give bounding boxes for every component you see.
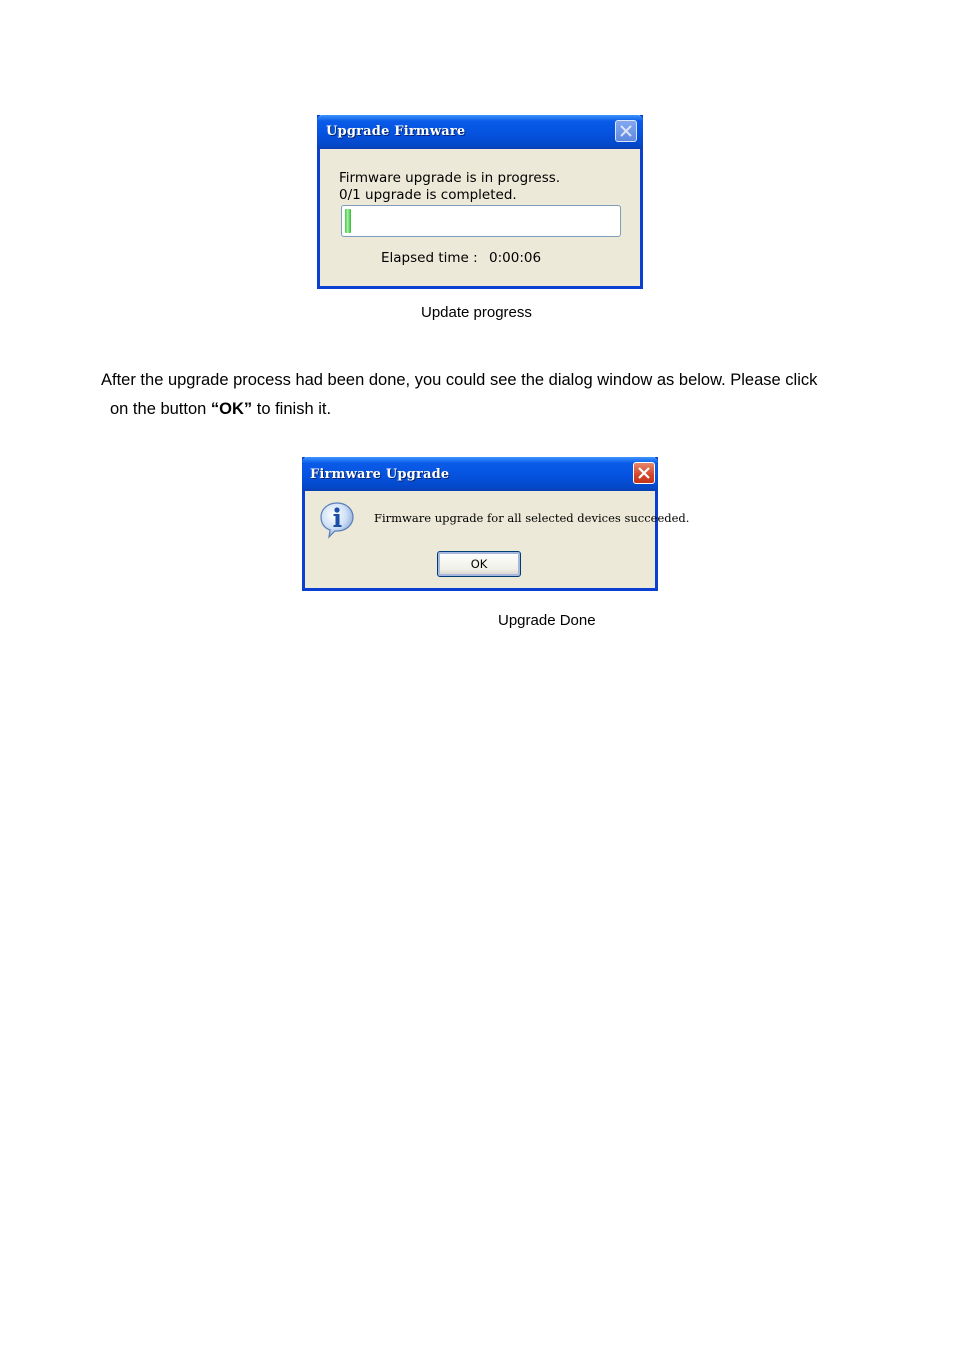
title-bar[interactable] — [302, 457, 658, 491]
ok-button[interactable]: OK — [437, 551, 521, 577]
instruction-prefix: on the button — [110, 400, 211, 418]
upgrade-firmware-dialog — [317, 115, 643, 289]
success-message: Firmware upgrade for all selected devices succeeded. — [374, 511, 690, 525]
caption-upgrade-done: Upgrade Done — [498, 612, 596, 629]
instruction-suffix: to finish it. — [252, 400, 332, 418]
dialog-title: Firmware Upgrade — [310, 467, 450, 482]
elapsed-time-value: 0:00:06 — [489, 250, 542, 266]
completed-count-line: 0/1 upgrade is completed. — [339, 187, 517, 203]
instruction-ok-bold: “OK” — [210, 400, 253, 418]
title-bar[interactable] — [317, 115, 643, 149]
progress-bar — [341, 205, 621, 237]
instruction-line-1: After the upgrade process had been done, you could see the dialog window as below. Please click — [101, 371, 818, 389]
elapsed-time-label: Elapsed time : — [381, 250, 478, 266]
info-icon — [319, 501, 355, 539]
instruction-line-2 — [110, 400, 331, 419]
close-icon[interactable] — [633, 462, 655, 484]
dialog-title: Upgrade Firmware — [326, 124, 466, 139]
progress-status-line: Firmware upgrade is in progress. — [339, 170, 561, 186]
caption-update-progress: Update progress — [421, 304, 532, 321]
progress-bar-fill — [345, 209, 351, 233]
firmware-upgrade-done-dialog — [302, 457, 690, 591]
close-icon[interactable] — [615, 120, 637, 142]
